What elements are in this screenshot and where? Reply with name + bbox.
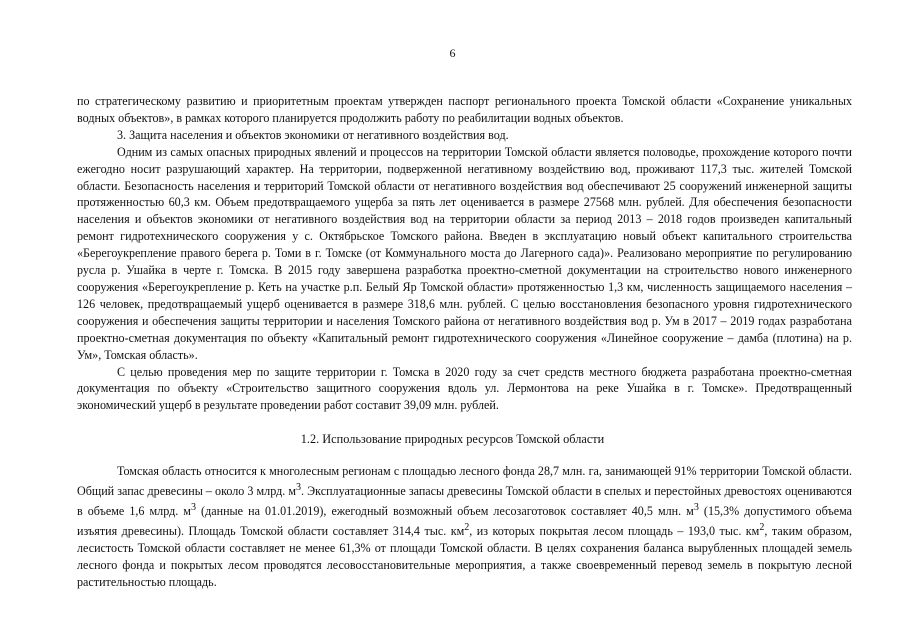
superscript: 3 <box>693 501 699 513</box>
text-run: Томская область относится к многолесным регионам с площадью лесного фонда 28,7 млн. га, занимающей 91% территории Томской области. Общий запас древесины – около 3 млрд. м <box>77 464 852 498</box>
text-block-water-protection <box>77 93 852 414</box>
paragraph: 3. Защита населения и объектов экономики от негативного воздействия вод. <box>117 127 509 142</box>
page-number: 6 <box>449 46 456 60</box>
paragraph: Одним из самых опасных природных явлений и процессов на территории Томской области является половодье, прохождение которого почти ежегодно носит разрушающий характер. На территории, подверженной негативному воздействию вод, проживают 117,3 тыс. жителей Томской области. Безопасность населения и территорий Томской области от негативного воздействия вод обеспечивают 25 сооружений инженерной защиты протяженностью 60,3 км. Объем предотвращаемого ущерба за пять лет оценивается в размере 27568 млн. рублей. Для обеспечения безопасности населения и объектов экономики от негативного воздействия вод на территории области за период 2013 – 2018 годов произведен капитальный ремонт гидротехнического сооружения у с. Октябрьское Томского района. Введен в эксплуатацию новый объект капитального строительства «Берегоукрепление правого берега р. Томи в г. Томске (от Коммунального моста до Лагерного сада)». Реализовано мероприятие по регулированию русла р. Ушайка в черте г. Томска. В 2015 году завершена разработка проектно-сметной документации на строительство нового инженерного сооружения «Берегоукрепление р. Кеть на участке р.п. Белый Яр Томской области» протяженностью 1,3 км, численность защищаемого населения – 126 человек, предотвращаемый ущерб оценивается в размере 318,6 млн. рублей. С целью восстановления безопасного уровня гидротехнического сооружения и обеспечения защиты территории и населения Томского района от негативного воздействия вод р. Ум в 2017 – 2019 годах разработана проектно-сметная документация по объекту «Капитальный ремонт гидротехнического сооружения «Линейное сооружение – дамба (плотина) на р. Ум», Томская область». <box>77 144 852 362</box>
text-run: . Эксплуатационные запасы древесины Томской области в спелых и перестойных древостоях оцениваются в объеме 1,6 млрд. м <box>77 483 852 518</box>
paragraph: по стратегическому развитию и приоритетным проектам утвержден паспорт регионального проекта Томской области «Сохранение уникальных водных объектов», в рамках которого планируется продолжить работу по реабилитации водных объектов. <box>77 94 852 125</box>
superscript: 3 <box>296 481 302 493</box>
text-run: , из которых покрытая лесом площадь – 193,0 тыс. км <box>469 523 760 538</box>
superscript: 2 <box>759 521 765 533</box>
text-block-forest-resources <box>77 463 852 590</box>
text-run: , таким образом, лесистость Томской области составляет не менее 61,3% от площади Томской области. В целях сохранения баланса вырубленных площадей земель лесного фонда и покрытых лесом проводятся лесовосстановительные мероприятия, а также своевременный перевод земель в покрытую лесной растительностью площадь. <box>77 523 852 589</box>
text-run: (15,3% допустимого объема изъятия древесины). Площадь Томской области составляет 314,4 тыс. км <box>77 503 853 538</box>
superscript: 2 <box>464 521 470 533</box>
paragraph: С целью проведения мер по защите территории г. Томска в 2020 году за счет средств местного бюджета разработана проектно-сметная документация по объекту «Строительство защитного сооружения вдоль ул. Лермонтова на реке Ушайка в г. Томске». Предотвращенный экономический ущерб в результате проведении работ составит 39,09 млн. рублей. <box>77 364 852 413</box>
superscript: 3 <box>190 501 197 513</box>
text-run: (данные на 01.01.2019), ежегодный возможный объем лесозаготовок составляет 40,5 млн. м <box>196 503 694 518</box>
section-heading: 1.2. Использование природных ресурсов Томской области <box>300 432 605 446</box>
paragraph <box>77 463 852 590</box>
